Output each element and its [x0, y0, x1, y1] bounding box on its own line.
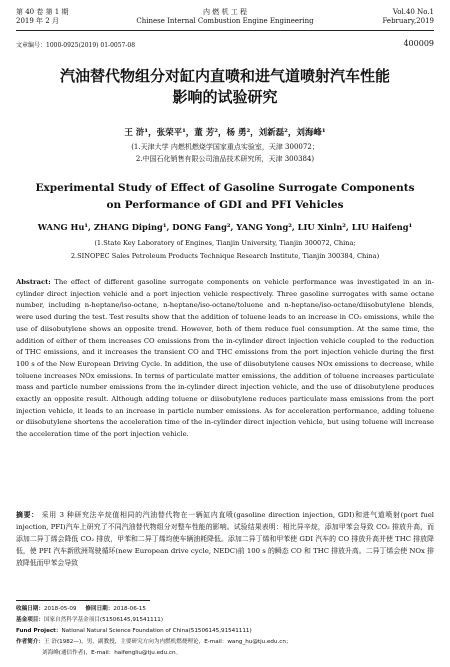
author-bio: 王 浒(1982—)，男，副教授，主要研究方向为内燃机燃烧理论，E-mail：wang_hu@tju.edu.cn； [43, 639, 292, 645]
chinese-title-line1: 汽油替代物组分对缸内直喷和进气道喷射汽车性能 [59, 67, 390, 85]
chinese-title-line2: 影响的试验研究 [172, 88, 278, 106]
fund-en: National Natural Science Foundation of China(51506145,91541111) [61, 628, 252, 634]
footnote-rule [16, 600, 150, 601]
revised-date: 2018-06-15 [113, 606, 146, 612]
author-bio-label: 作者简介： [16, 639, 44, 645]
revised-label: 修回日期： [85, 606, 114, 612]
english-affiliation-2: 2.SINOPEC Sales Petroleum Products Technique Research Institute, Tianjin 300384, China) [70, 252, 380, 260]
journal-name-en: Chinese Internal Combustion Engine Engineering [136, 17, 314, 25]
chinese-abstract-label: 摘要： [16, 511, 39, 519]
chinese-affiliation-1: (1.天津大学 内燃机燃烧学国家重点实验室，天津 300072； [131, 143, 319, 151]
fund-en-label: Fund Project： [16, 628, 62, 634]
chinese-abstract [16, 509, 434, 569]
chinese-title [16, 66, 434, 108]
header-rule [16, 30, 434, 31]
footnotes [16, 604, 434, 659]
chinese-affiliation-2: 2.中国石化销售有限公司油品技术研究所，天津 300384) [135, 155, 315, 163]
english-title-line1: Experimental Study of Effect of Gasoline Surrogate Components [35, 182, 415, 194]
running-header [16, 8, 434, 30]
chinese-authors: 王 浒¹，张荣平¹，董 芳²，杨 勇²，刘新磊²，刘海峰¹ [124, 128, 326, 138]
dates-line [16, 604, 434, 615]
volume-issue-en: Vol.40 No.1 [392, 8, 434, 16]
fund-cn: 国家自然科学基金项目(51506145,91541111) [43, 617, 164, 623]
english-abstract [16, 277, 434, 441]
article-number: 文章编号：1000-0925(2019) 01-0057-08 [16, 42, 136, 49]
header-right [382, 8, 434, 26]
volume-issue: 第 40 卷 第 1 期 [16, 8, 69, 16]
journal-name-cn: 内 燃 机 工 程 [203, 8, 247, 16]
abstract-text: The effect of different gasoline surrogate components on vehicle performance was investigated in an in-cylinder direct injection vehicle and a port injection vehicle respectively. Three gasoline surrogates with same octane number, including n-heptane/iso-octane, n-heptane/iso-octane/toluene and n-heptane/iso-octane/diisobutylene blends, were used during the test. Test results show that the addition of toluene leads to an increase in CO₂ emissions, while the use of diisobutylene shows an opposite trend. However, both of them reduce fuel consumption. At the same time, the addition of either of them increases CO emissions from the in-cylinder direct injection vehicle coupled to the reduction of THC emissions, and it increases the transient CO and THC emissions from the port injection vehicle during the first 100 s of the New European Driving Cycle. In addition, the use of diisobutylene causes NOx emissions to decrease, while toluene increases NOx emissions. In terms of particulate matter emissions, the addition of toluene increases particulate mass and particle number emissions from the in-cylinder direct injection vehicle, and the use of diisobutylene produces exactly an opposite result. Although adding toluene or diisobutylene reduces particulate mass emissions from the port injection vehicle, it leads to an increase in particle number emissions. As for acceleration performance, adding toluene or diisobutylene shortens the acceleration time of the in-cylinder direct injection vehicle, but using toluene will increase the acceleration time of the port injection vehicle. [16, 278, 434, 439]
issue-date-cn: 2019 年 2 月 [16, 17, 59, 25]
fund-en-line [16, 626, 434, 637]
corresponding-author: 刘海峰(通信作者)，E-mail：haifengliu@tju.edu.cn。 [42, 650, 182, 656]
english-title [16, 180, 434, 214]
issue-date-en: February,2019 [382, 17, 434, 25]
english-title-line2: on Performance of GDI and PFI Vehicles [106, 199, 344, 211]
fund-cn-label: 基金项目： [16, 617, 44, 623]
header-center [16, 8, 434, 26]
author-bio-line [16, 637, 434, 648]
chinese-abstract-text: 采用 3 种研究法辛烷值相同的汽油替代物在一辆缸内直喷(gasoline direction injection, GDI)和进气道喷射(port fuel injection, PFI)汽车上研究了不同汽油替代物组分对整车性能的影响。试验结果表明：相比异辛烷，添加甲苯会导致 CO₂ 排放升高，而添加二异丁烯会降低 CO₂ 排放，甲苯和二异丁烯均使车辆油耗降低。添加二异丁烯和甲苯使 GDI 汽车的 CO 排放升高并使 THC 排放降低，使 PFI 汽车新欧洲驾驶循环(new European drive cycle, NEDC)前 100 s 的瞬态 CO 和 THC 排放升高。二异丁烯会使 NOx 排放降低而甲苯会导致 [16, 511, 434, 567]
english-authors: WANG Hu¹, ZHANG Diping¹, DONG Fang², YANG Yong², LIU Xinln², LIU Haifeng¹ [37, 222, 413, 232]
fund-cn-line [16, 615, 434, 626]
received-date: 2018-05-09 [43, 606, 77, 612]
english-affiliation-1: (1.State Key Laboratory of Engines, Tianjin University, Tianjin 300072, China; [94, 239, 356, 247]
article-code: 400009 [403, 39, 434, 48]
received-label: 收稿日期： [16, 606, 44, 612]
article-number-line [16, 40, 434, 49]
abstract-label: Abstract: [16, 278, 51, 286]
